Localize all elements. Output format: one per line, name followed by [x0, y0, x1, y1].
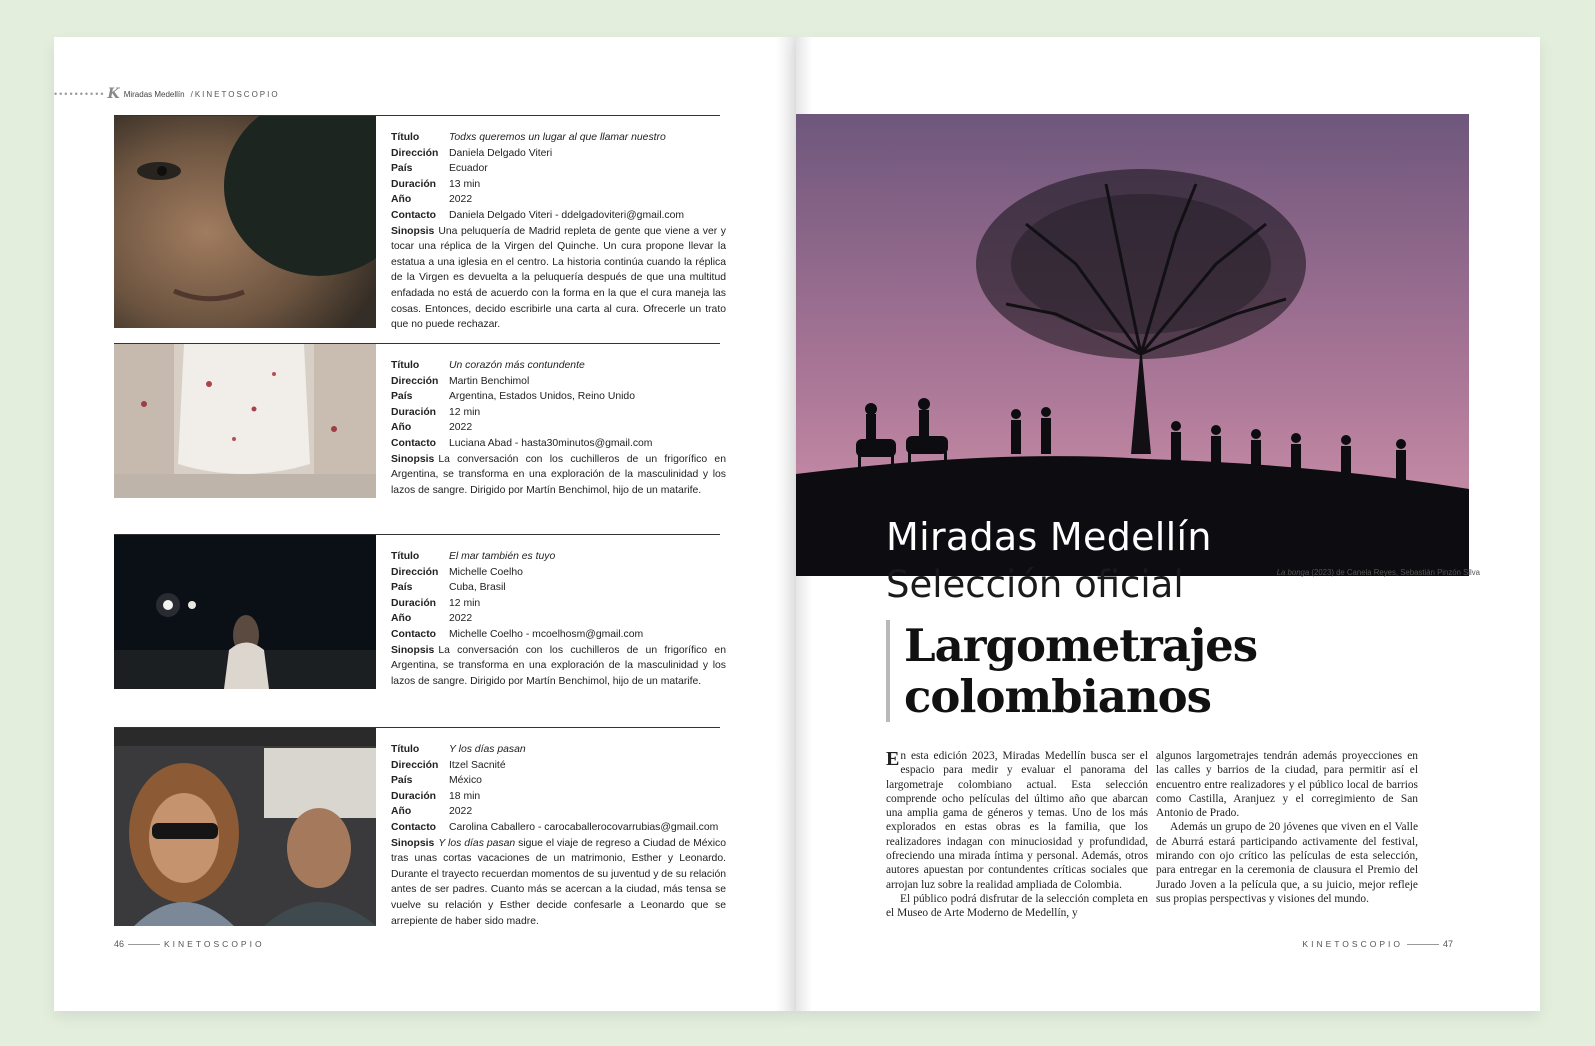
footer-magazine-right: KINETOSCOPIO [1302, 939, 1403, 949]
article-paragraph: algunos largometrajes tendrán además proyecciones en las calles y barrios de la ciudad, para permitir así el encuentro entre realizadores y el público local de barrios como Castilla, Aranjuez y el corregimiento de San Antonio de Prado. [1156, 750, 1418, 820]
film-still-apron [114, 344, 376, 498]
film-country: Argentina, Estados Unidos, Reino Unido [449, 391, 635, 403]
film-country: México [449, 775, 482, 787]
film-title: Y los días pasan [449, 744, 526, 755]
right-page [796, 37, 1540, 1011]
film-year: 2022 [449, 194, 473, 206]
gutter-shadow [776, 37, 796, 1011]
film-duration: 18 min [449, 790, 481, 802]
film-director: Martin Benchimol [449, 375, 530, 387]
film-duration: 13 min [449, 178, 481, 190]
headline-line-1: Largometrajes [904, 619, 1258, 672]
article-paragraph: El público podrá disfrutar de la selección completa en el Museo de Arte Moderno de Medellín, y [886, 892, 1148, 920]
caption-film-title: La bonga [1276, 568, 1310, 577]
film-contact: Michelle Coelho - mcoelhosm@gmail.com [449, 628, 644, 640]
left-page [54, 37, 796, 1011]
film-director: Daniela Delgado Viteri [449, 147, 553, 159]
footer-rule [128, 944, 160, 945]
drop-cap: E [886, 748, 900, 770]
film-entry [114, 343, 726, 504]
film-entry [114, 727, 727, 928]
film-director: Michelle Coelho [449, 566, 523, 578]
film-metadata: Título Un corazón más contundente Dirección Martin Benchimol País Argentina, Estados Unidos, Reino Unido Duración 12 min Año 2022 Contacto Luciana Abad - hasta30minutos@gmail.com Sinopsis La conversación con los cuchilleros de un frigorífico en Argentina, se transforma en una exploración de la masculinidad y los lazos de sangre. Dirigido por Martín Benchimol, hijo de un matarife. [391, 360, 726, 496]
film-title: El mar también es tuyo [449, 551, 556, 562]
film-synopsis-title: Y los días pasan [438, 837, 516, 849]
film-metadata: Título Todxs queremos un lugar al que llamar nuestro Dirección Daniela Delgado Viteri País Ecuador Duración 13 min Año 2022 Contacto Daniela Delgado Viteri - ddelgadoviteri@gmail.com Sinopsis Una peluquería de Madrid repleta de gente que viene a ver y tocar una réplica de la Virgen del Quinche. Un cura propone llevar la estatua a una iglesia en el centro. La historia continúa cuando la réplica de la Virgen es devuelta a la peluquería después de que una multitud enfadada no está de acuerdo con la forma en la que el cura maneja las cosas. Entonces, decido escribirle una carta al cura. Ofrecerle un trato que no puede rechazar. [391, 132, 726, 331]
film-contact: Carolina Caballero - carocaballerocovarrubias@gmail.com [449, 821, 719, 833]
film-entry [114, 115, 726, 334]
film-country: Ecuador [449, 163, 488, 175]
article-headline [886, 620, 1257, 722]
film-year: 2022 [449, 613, 473, 625]
running-head-magazine: /KINETOSCOPIO [190, 89, 280, 99]
film-contact: Luciana Abad - hasta30minutos@gmail.com [449, 437, 653, 449]
film-synopsis: sigue el viaje de regreso a Ciudad de México tras unas cortas vacaciones de un matrimonio, Esther y Leonardo. Durante el trayecto recuerdan momentos de su juventud y de su relación antes de ser padres. Cuanto más se acercan a la ciudad, más tensa se vuelve su relación y Esther decide confesarle a Leonardo que se arrepiente de haber sido madre. [391, 837, 727, 927]
hero-image [796, 114, 1469, 576]
film-director: Itzel Sacnité [449, 759, 506, 771]
article-paragraph: En esta edición 2023, Miradas Medellín busca ser el espacio para medir y evaluar el panorama del largometraje colombiano actual. Esta selección comprende ocho películas del último año que abarcan una amplia gama de géneros y temas. Uno de los más explorados en estas obras es la familia, que los realizadores indagan con minuciosidad y profundidad, ofreciendo una mirada íntima y personal. Además, otros autores apuestan por contundentes críticas sociales que arrojan luz sobre la realidad ampliada de Colombia. [886, 748, 1148, 891]
k-logo: K [107, 86, 120, 102]
headline-line-2: colombianos [904, 670, 1211, 723]
film-year: 2022 [449, 806, 473, 818]
film-still-car [114, 728, 376, 926]
film-synopsis: La conversación con los cuchilleros de un frigorífico en Argentina, se transforma en una exploración de la masculinidad y los lazos de sangre. Dirigido por Martín Benchimol, hijo de un matarife. [391, 453, 726, 496]
footer-rule [1407, 944, 1439, 945]
footer-right [1302, 939, 1453, 949]
section-subtitle: Selección oficial [886, 563, 1184, 606]
article-paragraph: Además un grupo de 20 jóvenes que viven en el Valle de Aburrá estará participando activamente del festival, mirando con ojo crítico las películas de esta selección, para entregar en la ceremonia de clausura el Premio del Jurado Joven a la película que, a su juicio, mejor refleje sus propias perspectivas y visiones del mundo. [1156, 821, 1418, 905]
film-title: Todxs queremos un lugar al que llamar nuestro [449, 132, 666, 143]
film-title: Un corazón más contundente [449, 360, 585, 371]
article-column-2 [1156, 749, 1418, 906]
film-metadata: Título El mar también es tuyo Dirección Michelle Coelho País Cuba, Brasil Duración 12 min Año 2022 Contacto Michelle Coelho - mcoelhosm@gmail.com Sinopsis La conversación con los cuchilleros de un frigorífico en Argentina, se transforma en una exploración de la masculinidad y los lazos de sangre. Dirigido por Martín Benchimol, hijo de un matarife. [391, 551, 726, 687]
running-head [54, 87, 280, 101]
film-synopsis: La conversación con los cuchilleros de un frigorífico en Argentina, se transforma en una exploración de la masculinidad y los lazos de sangre. Dirigido por Martín Benchimol, hijo de un matarife. [391, 644, 726, 687]
caption-credit: (2023) de Canela Reyes, Sebastián Pinzón Silva [1309, 568, 1480, 577]
dotted-leader: •••••••••• [54, 89, 106, 99]
film-duration: 12 min [449, 597, 481, 609]
section-title: Miradas Medellín [886, 515, 1212, 559]
footer-magazine-left: KINETOSCOPIO [164, 939, 265, 949]
page-number-left: 46 [114, 939, 125, 949]
film-year: 2022 [449, 422, 473, 434]
film-still-face [114, 116, 376, 328]
article-column-1 [886, 749, 1148, 921]
page-number-right: 47 [1442, 939, 1453, 949]
film-duration: 12 min [449, 406, 481, 418]
film-contact: Daniela Delgado Viteri - ddelgadoviteri@gmail.com [449, 209, 685, 221]
film-still-night [114, 535, 376, 689]
footer-left [114, 939, 265, 949]
film-metadata: Título Y los días pasan Dirección Itzel Sacnité País México Duración 18 min Año 2022 Contacto Carolina Caballero - carocaballerocovarrubias@gmail.com Sinopsis Y los días pasan sigue el viaje de regreso a Ciudad de México tras unas cortas vacaciones de un matrimonio, Esther y Leonardo. Durante el trayecto recuerdan momentos de su juventud y de su relación antes de ser padres. Cuanto más se acercan a la ciudad, más tensa se vuelve su relación y Esther decide confesarle a Leonardo que se arrepiente de haber sido madre. [391, 744, 727, 927]
running-head-section: Miradas Medellín [123, 89, 185, 99]
film-country: Cuba, Brasil [449, 582, 506, 594]
film-synopsis: Una peluquería de Madrid repleta de gente que viene a ver y tocar una réplica de la Virgen del Quinche. Un cura propone llevar la estatua a una iglesia en el centro. La historia continúa cuando la réplica de la Virgen es devuelta a la peluquería después de que una multitud enfadada no está de acuerdo con la forma en la que el cura maneja las cosas. Entonces, decido escribirle una carta al cura. Ofrecerle un trato que no puede rechazar. [391, 225, 726, 331]
film-entry [114, 534, 726, 695]
